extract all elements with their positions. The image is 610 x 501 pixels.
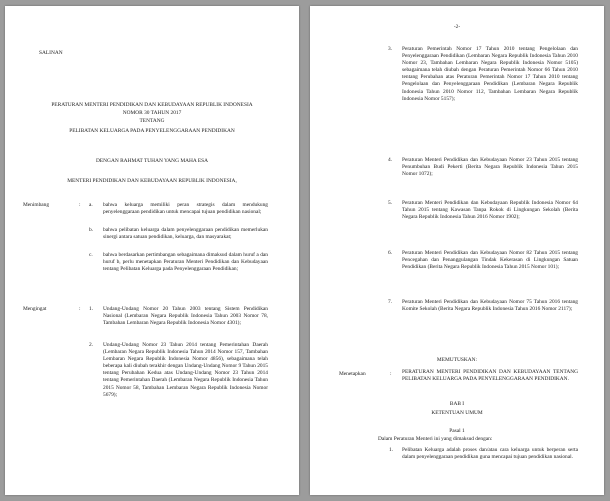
menetapkan-colon: : [390, 371, 392, 377]
item-3: Peraturan Pemerintah Nomor 17 Tahun 2010 tentang Pengelolaan dan Penyelenggaraan Pendidikan (Lembaran Negara Republik Indonesia Tahun 2010 Nomor 23, Tambahan Lembaran Negara Republik Indonesia Nomor 5105) sebagaimana telah diubah dengan Peraturan Pemerintah Nomor 66 Tahun 2010 tentang Perubahan atas Peraturan Pemerintah Nomor 17 Tahun 2010 tentang Pengelolaan dan Penyelenggaraan Pendidikan (Lembaran Negara Republik Indonesia Tahun 2010 Nomor 112, Tambahan Lembaran Negara Republik Indonesia Nomor 5157); [402, 46, 578, 102]
page-number: -2- [453, 24, 461, 30]
memutuskan-heading: MEMUTUSKAN: [436, 357, 478, 363]
chapter-number: BAB I [449, 401, 465, 407]
mengingat-item-1-mark: 1. [89, 306, 94, 312]
title-line-2: NOMOR 30 TAHUN 2017 [122, 110, 182, 116]
mengingat-item-2: Undang-Undang Nomor 23 Tahun 2014 tentang Pemerintahan Daerah (Lembaran Negara Republik Indonesia Tahun 2014 Nomor 157, Tambahan Lembaran Negara Republik Indonesia Nomor 4856), sebagaimana telah beberapa kali diubah terakhir dengan Undang-Undang Nomor 9 Tahun 2015 tentang Perubahan Kedua atas Undang-Undang Nomor 23 Tahun 2014 tentang Pemerintahan Daerah (Lembaran Negara Republik Indonesia Tahun 2015 Nomor 58, Tambahan Lembaran Negara Republik Indonesia Nomor 5679); [103, 342, 268, 398]
item-6: Peraturan Menteri Pendidikan dan Kebudayaan Nomor 82 Tahun 2015 tentang Pencegahan dan Penanggulangan Tindak Kekerasan di Lingkungan Satuan Pendidikan (Berita Negara Republik Indonesia Tahun 2015 Nomor 101); [402, 250, 578, 271]
menimbang-item-b-mark: b. [89, 227, 94, 233]
mengingat-label: Mengingat [23, 306, 47, 312]
definition-1: Pelibatan Keluarga adalah proses dan/atau cara keluarga untuk berperan serta dalam penyelenggaraan pendidikan guna mencapai tujuan pendidikan nasional. [402, 447, 578, 461]
item-6-number: 6. [388, 250, 393, 256]
item-7-number: 7. [388, 299, 393, 305]
mengingat-item-2-mark: 2. [89, 342, 94, 348]
menimbang-item-c: bahwa berdasarkan pertimbangan sebagaimana dimaksud dalam huruf a dan huruf b, perlu menetapkan Peraturan Menteri Pendidikan dan Kebudayaan tentang Pelibatan Keluarga pada Penyelenggaraan Pendidikan; [103, 252, 268, 273]
article-intro: Dalam Peraturan Menteri ini yang dimaksud dengan: [378, 436, 493, 442]
definition-1-number: 1. [389, 447, 394, 453]
mengingat-colon: : [79, 306, 81, 312]
menimbang-colon: : [79, 202, 81, 208]
document-page-1 [5, 6, 299, 495]
item-7: Peraturan Menteri Pendidikan dan Kebudayaan Nomor 75 Tahun 2016 tentang Komite Sekolah (Berita Negara Republik Indonesia Tahun 2016 Nomor 2117); [402, 299, 578, 313]
title-line-1: PERATURAN MENTERI PENDIDIKAN DAN KEBUDAYAAN REPUBLIK INDONESIA [51, 102, 253, 108]
document-page-2 [310, 6, 604, 495]
menimbang-item-b: bahwa pelibatan keluarga dalam penyelenggaraan pendidikan memerlukan sinergi antara satuan pendidikan, keluarga, dan masyarakat; [103, 227, 268, 241]
menimbang-item-a-mark: a. [89, 202, 93, 208]
title-line-4: PELIBATAN KELUARGA PADA PENYELENGGARAAN PENDIDIKAN [69, 128, 235, 134]
menimbang-item-a: bahwa keluarga memiliki peran strategis dalam mendukung penyelenggaraan pendidikan untuk mencapai tujuan pendidikan nasional; [103, 202, 268, 216]
chapter-title: KETENTUAN UMUM [431, 410, 483, 416]
salinan-label: SALINAN [39, 50, 63, 56]
item-4: Peraturan Menteri Pendidikan dan Kebudayaan Nomor 23 Tahun 2015 tentang Penumbuhan Budi Pekerti (Berita Negara Republik Indonesia Tahun 2015 Nomor 1072); [402, 157, 578, 178]
menetapkan-label: Menetapkan [339, 371, 366, 377]
menimbang-label: Menimbang [23, 202, 50, 208]
article-number: Pasal 1 [449, 428, 465, 434]
item-3-number: 3. [388, 46, 393, 52]
title-line-3: TENTANG [139, 118, 165, 124]
menimbang-item-c-mark: c. [89, 252, 93, 258]
mengingat-item-1: Undang-Undang Nomor 20 Tahun 2003 tentang Sistem Pendidikan Nasional (Lembaran Negara Republik Indonesia Tahun 2003 Nomor 78, Tambahan Lembaran Negara Republik Indonesia Nomor 4301); [103, 306, 268, 327]
item-4-number: 4. [388, 157, 393, 163]
menetapkan-text: PERATURAN MENTERI PENDIDIKAN DAN KEBUDAYAAN TENTANG PELIBATAN KELUARGA PADA PENYELENGGARAAN PENDIDIKAN. [402, 369, 578, 383]
rahmat-line: DENGAN RAHMAT TUHAN YANG MAHA ESA [95, 158, 209, 164]
menteri-line: MENTERI PENDIDIKAN DAN KEBUDAYAAN REPUBLIK INDONESIA, [67, 178, 237, 184]
item-5: Peraturan Menteri Pendidikan dan Kebudayaan Republik Indonesia Nomor 64 Tahun 2015 tentang Kawasan Tanpa Rokok di Lingkungan Sekolah (Berita Negara Republik Indonesia Tahun 2016 Nomor 1902); [402, 200, 578, 221]
item-5-number: 5. [388, 200, 393, 206]
